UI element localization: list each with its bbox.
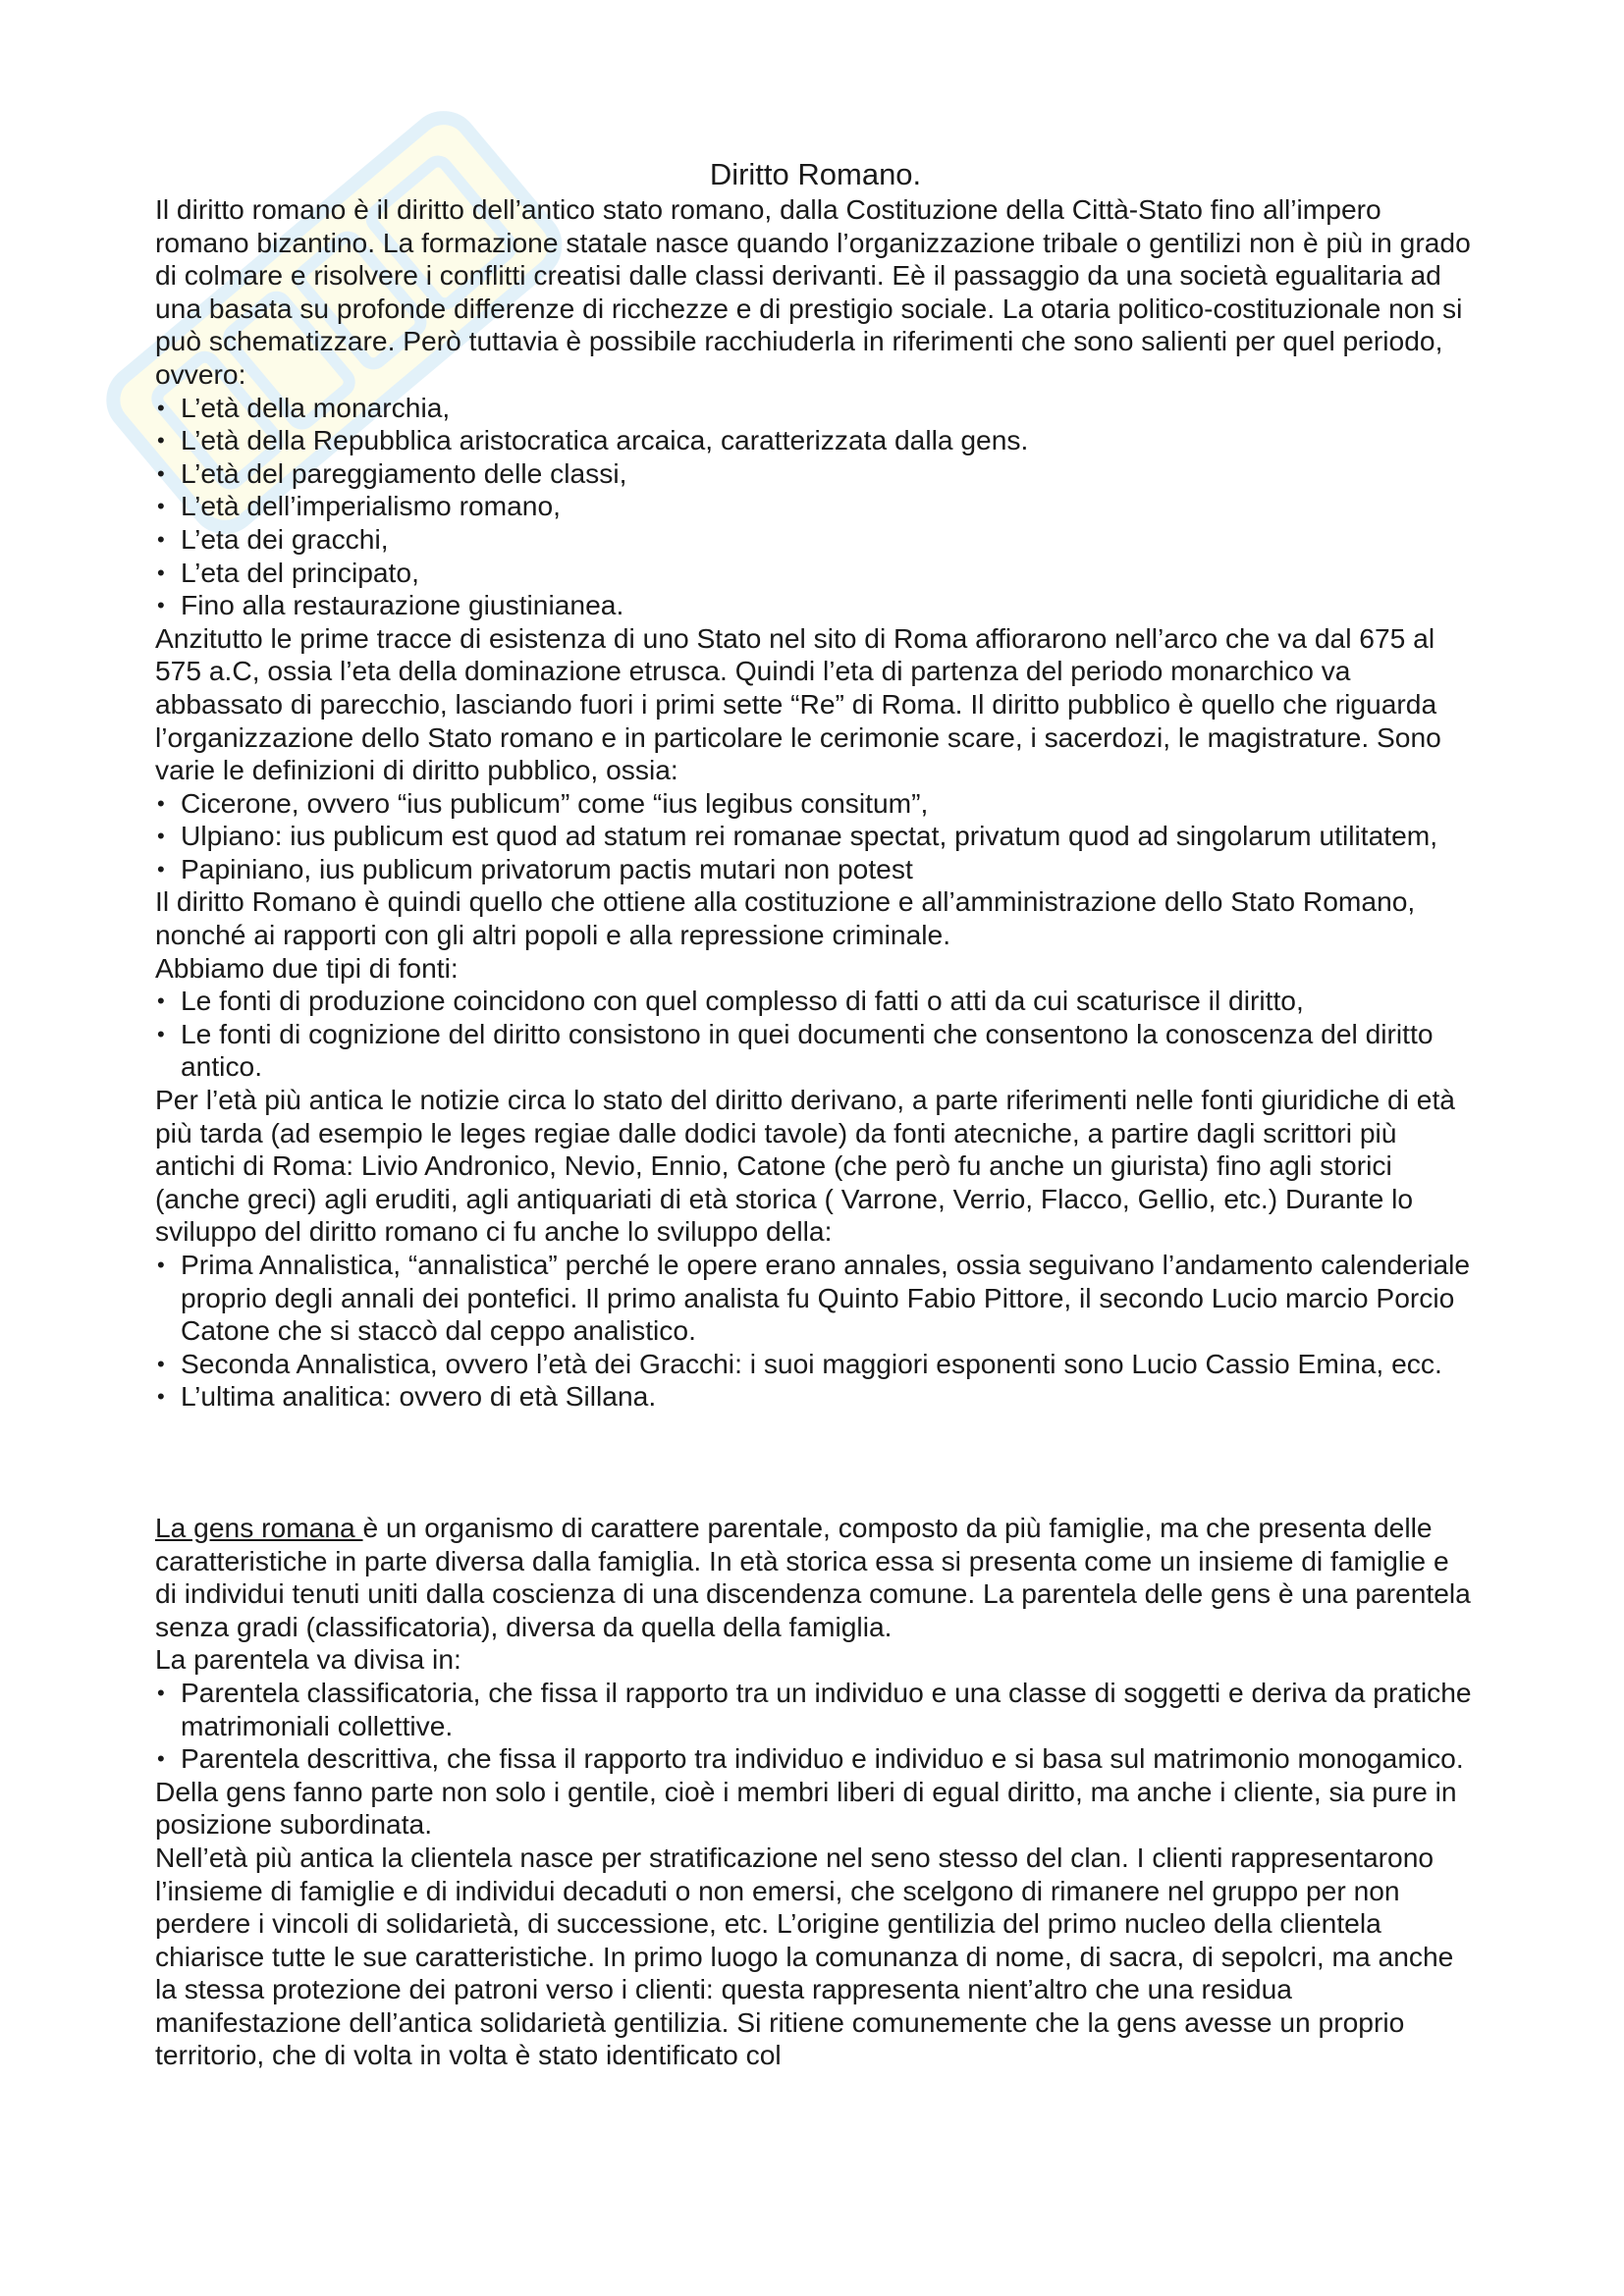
list-item: • L’età della Repubblica aristocratica arcaica, caratterizzata dalla gens.	[155, 424, 1476, 457]
definitions-list	[155, 787, 1476, 886]
gens-intro-text: è un organismo di carattere parentale, composto da più famiglie, ma che presenta delle caratteristiche in parte diversa dalla famiglia. In età storica essa si presenta come un insieme di famiglie e di individui tenuti uniti dalla coscienza di una discendenza comune. La parentela delle gens è una parentela senza gradi (classificatoria), diversa da quella della famiglia.	[155, 1511, 1471, 1642]
list-item: • Le fonti di produzione coincidono con quel complesso di fatti o atti da cui scaturisce il diritto,	[155, 985, 1476, 1018]
list-item: • L’eta del principato,	[155, 557, 1476, 590]
body-paragraph: La parentela va divisa in:	[155, 1643, 461, 1676]
body-paragraph: Nell’età più antica la clientela nasce per stratificazione nel seno stesso del clan. I clienti rappresentarono l’insieme di famiglie e di individui decaduti o non emersi, che scelgono di rimanere nel gruppo per non perdere i vincoli di solidarietà, di successione, etc. L’origine gentilizia del primo nucleo della clientela chiarisce tutte le sue caratteristiche. In primo luogo la comunanza di nome, di sacra, di sepolcri, ma anche la stessa protezione dei patroni verso i clienti: questa rappresenta nient’altro che una residua manifestazione dell’antica solidarietà gentilizia. Si ritiene comunemente che la gens avesse un proprio territorio, che di volta in volta è stato identificato col	[155, 1841, 1454, 2071]
ages-list	[155, 392, 1476, 622]
gens-intro-paragraph	[155, 1512, 1476, 1643]
kinship-list	[155, 1677, 1476, 1776]
list-item: • Le fonti di cognizione del diritto consistono in quei documenti che consentono la conoscenza del diritto antico.	[155, 1018, 1476, 1084]
body-paragraph: Della gens fanno parte non solo i gentile, cioè i membri liberi di egual diritto, ma anche i cliente, sia pure in posizione subordinata.	[155, 1775, 1457, 1841]
body-paragraph: Il diritto Romano è quindi quello che ottiene alla costituzione e all’amministrazione dello Stato Romano, nonché ai rapporti con gli altri popoli e alla repressione criminale.	[155, 885, 1416, 951]
list-item: • Prima Annalistica, “annalistica” perché le opere erano annales, ossia seguivano l’andamento calenderiale proprio degli annali dei pontefici. Il primo analista fu Quinto Fabio Pittore, il secondo Lucio marcio Porcio Catone che si staccò dal ceppo analistico.	[155, 1249, 1476, 1348]
list-item: • Fino alla restaurazione giustinianea.	[155, 589, 1476, 622]
body-paragraph: Abbiamo due tipi di fonti:	[155, 951, 459, 984]
list-item: • L’età del pareggiamento delle classi,	[155, 457, 1476, 491]
list-item: • Parentela classificatoria, che fissa il rapporto tra un individuo e una classe di soggetti e deriva da pratiche matrimoniali collettive.	[155, 1677, 1476, 1742]
list-item: • Ulpiano: ius publicum est quod ad statum rei romanae spectat, privatum quod ad singolarum utilitatem,	[155, 820, 1476, 853]
body-paragraph: Per l’età più antica le notizie circa lo stato del diritto derivano, a parte riferimenti nelle fonti giuridiche di età più tarda (ad esempio le leges regiae dalle dodici tavole) da fonti atecniche, a partire dagli scrittori più antichi di Roma: Livio Andronico, Nevio, Ennio, Catone (che però fu anche un giurista) fino agli storici (anche greci) agli eruditi, agli antiquariati di età storica ( Varrone, Verrio, Flacco, Gellio, etc.) Durante lo sviluppo del diritto romano ci fu anche lo sviluppo della:	[155, 1084, 1455, 1248]
list-item: • Seconda Annalistica, ovvero l’età dei Gracchi: i suoi maggiori esponenti sono Lucio Cassio Emina, ecc.	[155, 1348, 1476, 1381]
document-page	[155, 157, 1476, 2072]
section-spacer	[155, 1414, 1476, 1512]
document-title: Diritto Romano.	[709, 157, 922, 191]
body-paragraph: Anzitutto le prime tracce di esistenza di uno Stato nel sito di Roma affiorarono nell’arco che va dal 675 al 575 a.C, ossia l’eta della dominazione etrusca. Quindi l’eta di partenza del periodo monarchico va abbassato di parecchio, lasciando fuori i primi sette “Re” di Roma. Il diritto pubblico è quello che riguarda l’organizzazione dello Stato romano e in particolare le cerimonie scare, i sacerdozi, le magistrature. Sono varie le definizioni di diritto pubblico, ossia:	[155, 621, 1441, 786]
intro-paragraph: Il diritto romano è il diritto dell’antico stato romano, dalla Costituzione della Città-Stato fino all’impero romano bizantino. La formazione statale nasce quando l’organizzazione tribale o gentilizi non è più in grado di colmare e risolvere i conflitti creatisi dalle classi derivanti. Eè il passaggio da una società egualitaria ad una basata su profonde differenze di ricchezze e di prestigio sociale. La otaria politico-costituzionale non si può schematizzare. Però tuttavia è possibile racchiuderla in riferimenti che sono salienti per quel periodo, ovvero:	[155, 193, 1471, 390]
list-item: • L’età dell’imperialismo romano,	[155, 490, 1476, 523]
section-heading-gens: La gens romana	[155, 1511, 363, 1543]
list-item: • L’età della monarchia,	[155, 392, 1476, 425]
sources-list	[155, 985, 1476, 1084]
list-item: • Cicerone, ovvero “ius publicum” come “ius legibus consitum”,	[155, 787, 1476, 821]
list-item: • Papiniano, ius publicum privatorum pactis mutari non potest	[155, 853, 1476, 886]
list-item: • L’eta dei gracchi,	[155, 523, 1476, 557]
annalistics-list	[155, 1249, 1476, 1414]
list-item: • L’ultima analitica: ovvero di età Sillana.	[155, 1380, 1476, 1414]
list-item: • Parentela descrittiva, che fissa il rapporto tra individuo e individuo e si basa sul matrimonio monogamico.	[155, 1742, 1476, 1776]
